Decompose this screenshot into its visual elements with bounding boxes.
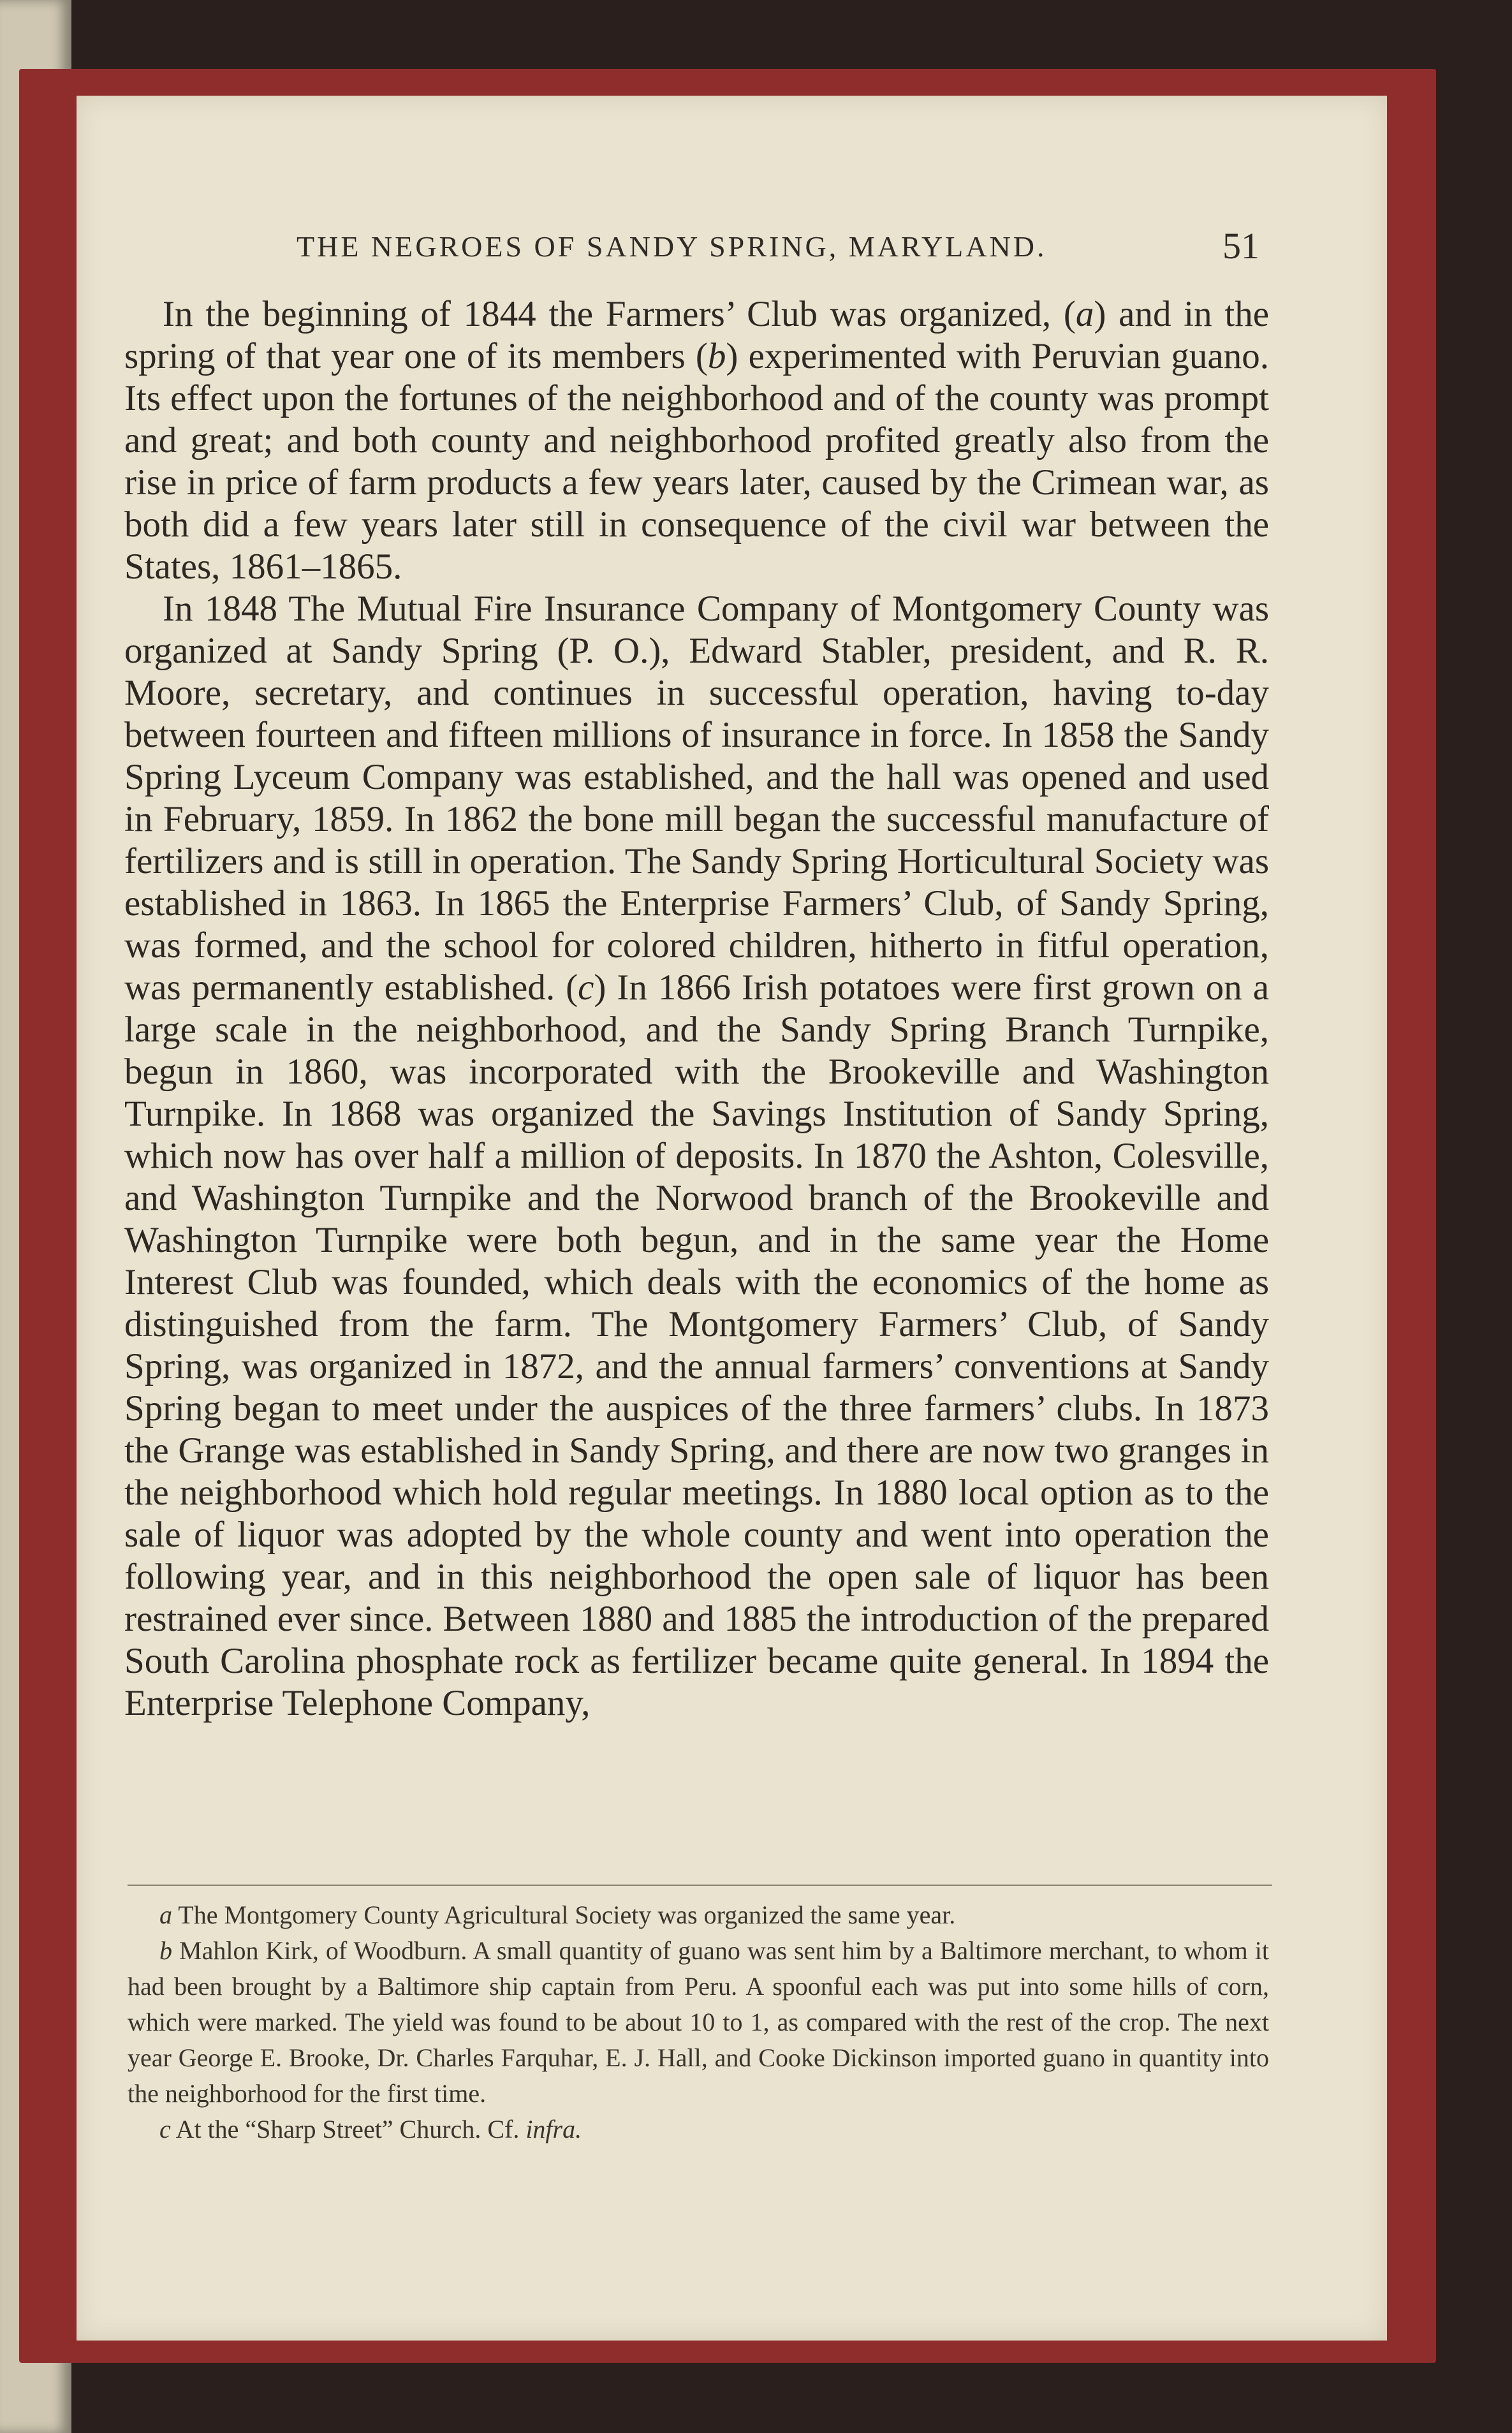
paragraph: In the beginning of 1844 the Farmers’ Club was organized, (a) and in the spring of that year one of its members (b) experimented with Peruvian guano. Its effect upon the fortunes of the neighborhood and of the county was prompt and great; and both county and neighborhood profited greatly also from the rise in price of farm products a few years later, caused by the Crimean war, as both did a few years later still in consequence of the civil war between the States, 1861–1865.	[124, 294, 1270, 587]
footnote-b: b Mahlon Kirk, of Woodburn. A small quantity of guano was sent him by a Baltimore merchant, to whom it had been brought by a Baltimore ship captain from Peru. A spoonful each was put into some hills of corn, which were marked. The yield was found to be about 10 to 1, as compared with the rest of the crop. The next year George E. Brooke, Dr. Charles Farquhar, E. J. Hall, and Cooke Dickinson imported guano in quantity into the neighborhood for the first time.	[128, 1936, 1269, 2108]
footnote-a: a The Montgomery County Agricultural Society was organized the same year.	[159, 1900, 956, 1929]
running-head-title: THE NEGROES OF SANDY SPRING, MARYLAND.	[297, 230, 1047, 263]
paragraph: In 1848 The Mutual Fire Insurance Company of Montgomery County was organized at Sandy Spring (P. O.), Edward Stabler, president, and R. R. Moore, secretary, and continues in successful operation, having to-day between fourteen and fifteen millions of insurance in force. In 1858 the Sandy Spring Lyceum Company was established, and the hall was opened and used in February, 1859. In 1862 the bone mill began the successful manufacture of fertilizers and is still in operation. The Sandy Spring Horticultural Society was established in 1863. In 1865 the Enterprise Farmers’ Club, of Sandy Spring, was formed, and the school for colored children, hitherto in fitful operation, was permanently established. (c) In 1866 Irish potatoes were first grown on a large scale in the neighborhood, and the Sandy Spring Branch Turnpike, begun in 1860, was incorporated with the Brookeville and Washington Turnpike. In 1868 was organized the Savings Institution of Sandy Spring, which now has over half a million of deposits. In 1870 the Ashton, Colesville, and Washington Turnpike and the Norwood branch of the Brookeville and Washington Turnpike were both begun, and in the same year the Home Interest Club was founded, which deals with the economics of the home as distinguished from the farm. The Montgomery Farmers’ Club, of Sandy Spring, was organized in 1872, and the annual farmers’ conventions at Sandy Spring began to meet under the auspices of the three farmers’ clubs. In 1873 the Grange was established in Sandy Spring, and there are now two granges in the neighborhood which hold regular meetings. In 1880 local option as to the sale of liquor was adopted by the whole county and went into operation the following year, and in this neighborhood the open sale of liquor has been restrained ever since. Between 1880 and 1885 the introduction of the prepared South Carolina phosphate rock as fertilizer became quite general. In 1894 the Enterprise Telephone Company,	[124, 589, 1270, 1723]
footnotes	[128, 1897, 1269, 2147]
footnote-ref-c: c	[578, 967, 594, 1008]
body-text	[124, 293, 1269, 1724]
footnote-divider	[128, 1885, 1272, 1886]
book-page	[77, 96, 1387, 2341]
page-number: 51	[1222, 225, 1259, 267]
footnote-ref-a: a	[1075, 294, 1094, 334]
running-header	[77, 225, 1387, 274]
footnote-c: c At the “Sharp Street” Church. Cf. infra.	[159, 2115, 582, 2143]
footnote-ref-b: b	[707, 336, 726, 376]
